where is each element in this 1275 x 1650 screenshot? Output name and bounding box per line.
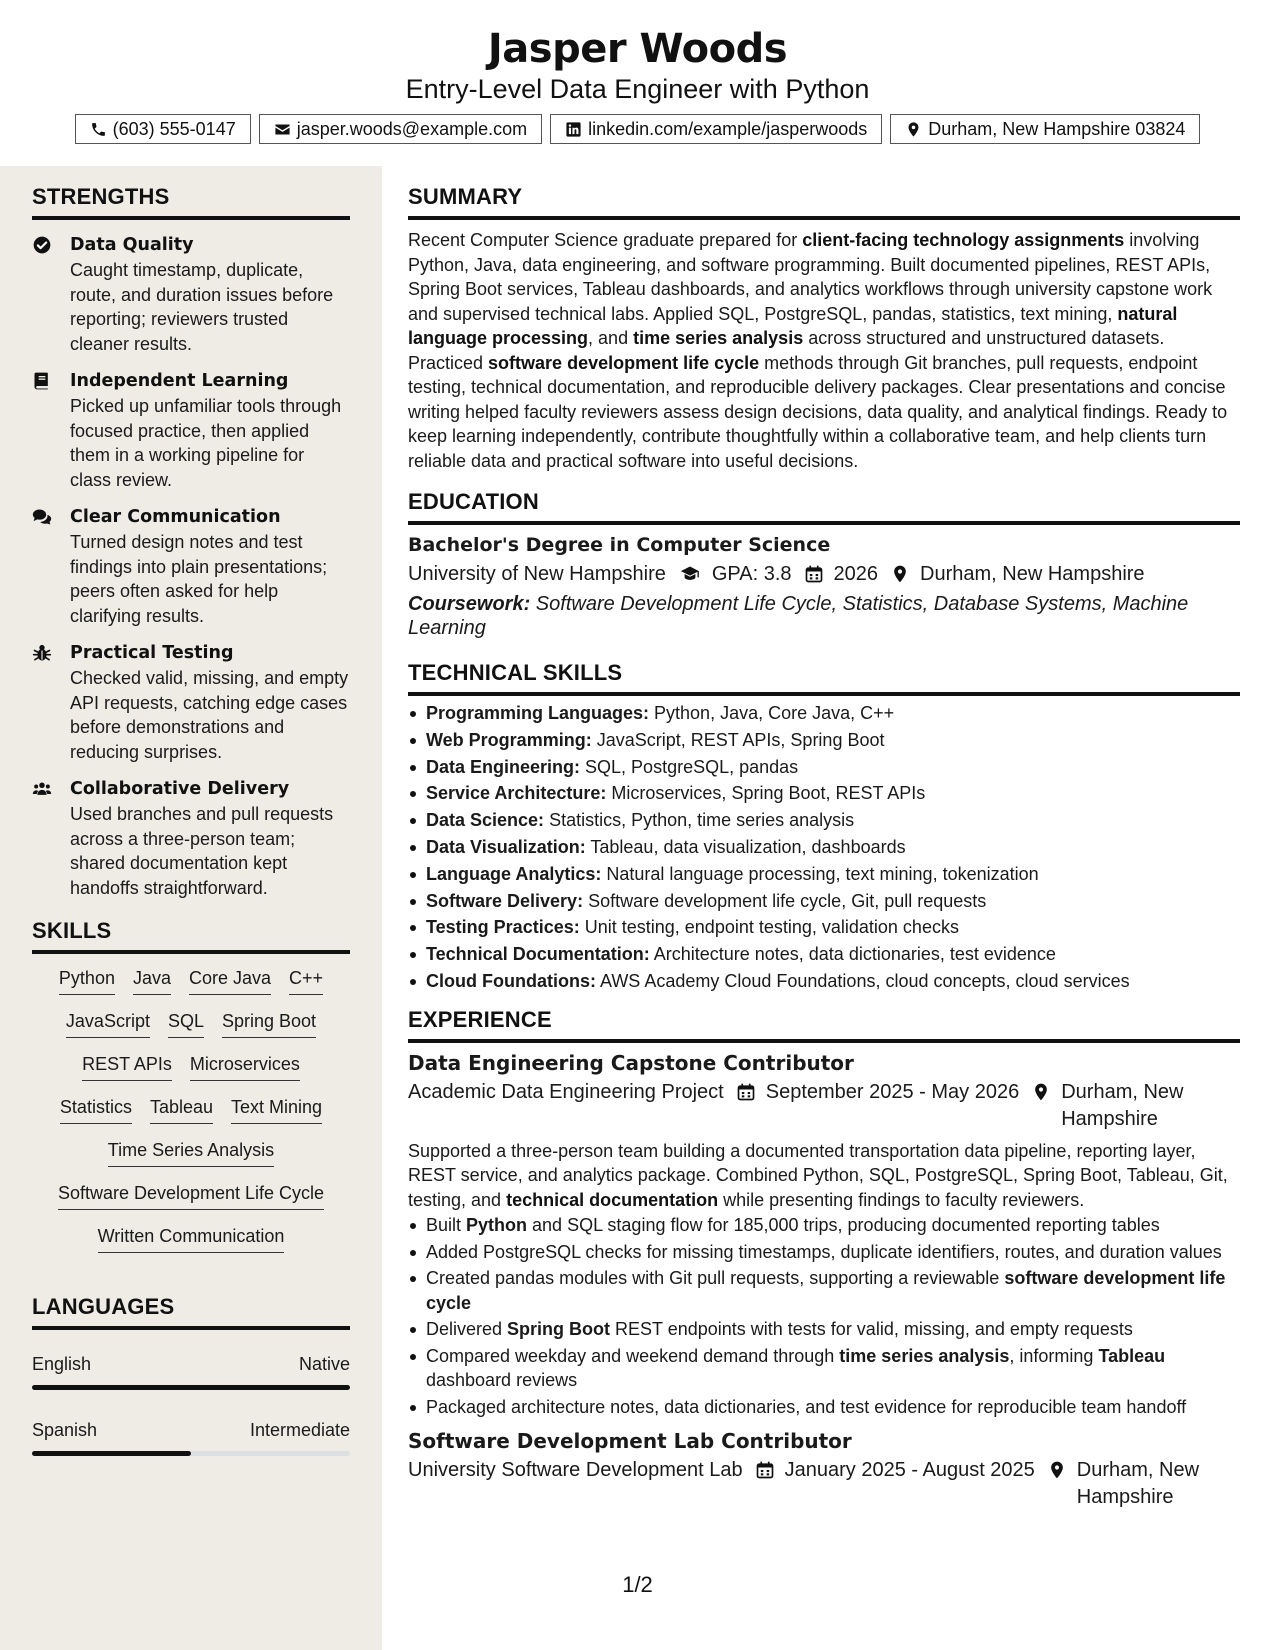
language-name: English (32, 1354, 92, 1374)
skill-chip: C++ (289, 966, 323, 995)
technical-skill-item (408, 780, 1240, 807)
strengths-list (32, 232, 350, 900)
main-column (408, 166, 1240, 1511)
bug-icon (32, 643, 52, 663)
technical-skill-item (408, 834, 1240, 861)
skill-chip: Core Java (189, 966, 271, 995)
technical-skill-item (408, 968, 1240, 995)
school-name: University of New Hampshire (408, 563, 666, 585)
job-bullet: Delivered Spring Boot REST endpoints with tests for valid, missing, and empty requests (408, 1317, 1240, 1342)
email-text: jasper.woods@example.com (296, 118, 528, 139)
technical-skill-label: Service Architecture: (426, 783, 607, 804)
job-entry (408, 1049, 1240, 1420)
skill-chip: Microservices (190, 1052, 300, 1081)
strength-item (32, 504, 350, 628)
strengths-section (32, 184, 350, 900)
job-org: University Software Development Lab (408, 1459, 743, 1482)
job-title: Data Engineering Capstone Contributor (408, 1050, 854, 1075)
technical-skills-section (408, 660, 1240, 995)
map-pin-icon (905, 121, 922, 138)
job-location: Durham, New Hampshire (1076, 1459, 1200, 1509)
technical-skill-value: SQL, PostgreSQL, pandas (580, 756, 799, 777)
technical-skill-label: Testing Practices: (426, 917, 580, 938)
degree-title: Bachelor's Degree in Computer Science (408, 534, 831, 556)
job-bullet: Created pandas modules with Git pull requests, supporting a reviewable software development life cycle (408, 1266, 1240, 1315)
job-bullet: Added PostgreSQL checks for missing timestamps, duplicate identifiers, routes, and duration values (408, 1240, 1240, 1265)
strength-desc: Used branches and pull requests across a three-person team; shared documentation kept handoffs straightforward. (70, 804, 334, 898)
strength-title: Practical Testing (70, 643, 234, 663)
skill-chip: Written Communication (98, 1224, 285, 1253)
strength-item (32, 368, 350, 492)
job-location: Durham, New Hampshire (1061, 1080, 1184, 1130)
language-proficiency-bar (32, 1385, 350, 1390)
skill-chip: Time Series Analysis (108, 1138, 274, 1167)
strength-title: Collaborative Delivery (70, 779, 290, 799)
languages-heading: LANGUAGES (32, 1294, 350, 1330)
skill-chip: Spring Boot (222, 1009, 316, 1038)
strength-item (32, 640, 350, 764)
experience-section (408, 1007, 1240, 1512)
book-icon (32, 371, 52, 391)
technical-skills-heading: TECHNICAL SKILLS (408, 660, 1240, 696)
job-summary: Supported a three-person team building a documented transportation data pipeline, reporting layer, REST service, and analytics package. Combined Python, SQL, PostgreSQL, Spring Boot, Tableau, Git, testing, and technical documentation while presenting findings to faculty reviewers. (408, 1140, 1228, 1210)
map-pin-icon (1047, 1460, 1067, 1480)
summary-text: Recent Computer Science graduate prepared for client-facing technology assignments involving Python, Java, data engineering, and software programming. Built documented pipelines, REST APIs, Spring Boot services, Tableau dashboards, and analytics workflows through university capstone work and supervised technical labs. Applied SQL, PostgreSQL, pandas, statistics, text mining, natural language processing, and time series analysis across structured and unstructured datasets. Practiced software development life cycle methods through Git branches, pull requests, endpoint testing, technical documentation, and reproducible delivery packages. Clear presentations and concise writing helped faculty reviewers assess design decisions, data quality, and analytical findings. Ready to keep learning independently, contribute thoughtfully within a collaborative team, and help clients turn reliable data and practical software into useful decisions. (408, 230, 1228, 471)
skills-row (32, 1181, 350, 1210)
skills-row (32, 1052, 350, 1081)
phone-icon (90, 121, 107, 138)
calendar-icon (755, 1460, 775, 1480)
technical-skill-value: Statistics, Python, time series analysis (544, 810, 855, 831)
technical-skill-value: Architecture notes, data dictionaries, test evidence (649, 944, 1056, 965)
language-name: Spanish (32, 1420, 98, 1440)
linkedin-icon (565, 121, 582, 138)
strength-desc: Checked valid, missing, and empty API requests, catching edge cases before demonstrations and reducing surprises. (70, 668, 349, 762)
coursework-label: Coursework: (408, 593, 531, 615)
technical-skill-label: Language Analytics: (426, 863, 602, 884)
technical-skill-value: Microservices, Spring Boot, REST APIs (606, 783, 926, 804)
technical-skill-value: Natural language processing, text mining, tokenization (601, 863, 1039, 884)
language-level: Native (298, 1354, 350, 1374)
graduation-cap-icon (678, 564, 702, 584)
languages-section (32, 1294, 350, 1456)
technical-skill-label: Data Visualization: (426, 836, 586, 857)
technical-skill-item (408, 754, 1240, 781)
technical-skill-label: Programming Languages: (426, 703, 650, 723)
language-proficiency-fill (32, 1385, 350, 1390)
coursework (408, 592, 1240, 640)
gpa: GPA: 3.8 (711, 563, 792, 585)
strength-desc: Picked up unfamiliar tools through focused practice, then applied them in a working pipeline for class review. (70, 396, 342, 490)
skill-chip: REST APIs (82, 1052, 172, 1081)
strength-desc: Caught timestamp, duplicate, route, and duration issues before reporting; reviewers trusted cleaner results. (70, 260, 334, 354)
calendar-icon (736, 1082, 756, 1102)
skills-row (32, 1009, 350, 1038)
skills-row (32, 1138, 350, 1167)
job-entry (408, 1427, 1240, 1511)
technical-skill-item (408, 888, 1240, 915)
skills-heading: SKILLS (32, 918, 350, 954)
skills-row (32, 966, 350, 995)
technical-skill-value: AWS Academy Cloud Foundations, cloud concepts, cloud services (595, 970, 1130, 991)
map-pin-icon (890, 564, 910, 584)
resume-header (0, 0, 1275, 166)
contact-location (890, 114, 1200, 144)
strength-title: Data Quality (70, 235, 194, 255)
technical-skill-item (408, 700, 1240, 727)
comments-icon (32, 507, 52, 527)
job-bullet: Packaged architecture notes, data dictionaries, and test evidence for reproducible team handoff (408, 1395, 1240, 1420)
technical-skill-label: Technical Documentation: (426, 944, 650, 965)
graduation-year: 2026 (833, 563, 879, 585)
job-bullet: Built Python and SQL staging flow for 185,000 trips, producing documented reporting tables (408, 1213, 1240, 1238)
technical-skill-label: Data Science: (426, 810, 545, 831)
skill-chip: Text Mining (231, 1095, 322, 1124)
strength-title: Independent Learning (70, 371, 289, 391)
skills-row (32, 1095, 350, 1124)
language-item (32, 1418, 350, 1456)
skills-section (32, 918, 350, 1253)
technical-skill-value: Python, Java, Core Java, C++ (649, 703, 895, 723)
check-circle-icon (32, 235, 52, 255)
phone-text: (603) 555-0147 (112, 118, 236, 139)
skill-chip: Python (59, 966, 115, 995)
job-dates: September 2025 - May 2026 (765, 1080, 1020, 1103)
technical-skill-item (408, 941, 1240, 968)
calendar-icon (804, 564, 824, 584)
language-proficiency-bar (32, 1451, 350, 1456)
education-heading: EDUCATION (408, 489, 1240, 525)
linkedin-text: linkedin.com/example/jasperwoods (588, 118, 868, 139)
job-dates: January 2025 - August 2025 (784, 1459, 1035, 1482)
school-location: Durham, New Hampshire (920, 563, 1145, 585)
technical-skill-value: JavaScript, REST APIs, Spring Boot (591, 729, 885, 750)
technical-skill-value: Software development life cycle, Git, pull requests (583, 890, 987, 911)
technical-skill-item (408, 861, 1240, 888)
skill-chip: SQL (168, 1009, 204, 1038)
skill-chip: JavaScript (66, 1009, 150, 1038)
job-bullets (408, 1213, 1240, 1419)
technical-skill-label: Web Programming: (426, 729, 592, 750)
skill-chip: Statistics (60, 1095, 132, 1124)
technical-skill-value: Tableau, data visualization, dashboards (585, 836, 906, 857)
contact-linkedin[interactable] (550, 114, 882, 144)
experience-heading: EXPERIENCE (408, 1007, 1240, 1043)
contact-bar (0, 114, 1275, 144)
strength-item (32, 776, 350, 900)
technical-skill-label: Cloud Foundations: (426, 970, 596, 991)
envelope-icon (274, 121, 291, 138)
contact-phone[interactable] (75, 114, 251, 144)
language-item (32, 1352, 350, 1390)
summary-heading: SUMMARY (408, 184, 1240, 220)
location-text: Durham, New Hampshire 03824 (928, 118, 1186, 139)
sidebar (0, 166, 382, 1650)
technical-skill-item (408, 914, 1240, 941)
candidate-name: Jasper Woods (487, 26, 788, 72)
education-meta (408, 561, 1240, 588)
job-org: Academic Data Engineering Project (408, 1080, 724, 1103)
language-proficiency-fill (32, 1451, 191, 1456)
language-level: Intermediate (249, 1420, 350, 1440)
strength-title: Clear Communication (70, 507, 281, 527)
technical-skill-item (408, 807, 1240, 834)
coursework-list: Software Development Life Cycle, Statistics, Database Systems, Machine Learning (408, 593, 1189, 639)
job-title: Software Development Lab Contributor (408, 1429, 852, 1454)
skill-chip: Java (133, 966, 171, 995)
map-pin-icon (1031, 1082, 1051, 1102)
summary-section (408, 184, 1240, 473)
technical-skill-item (408, 727, 1240, 754)
technical-skill-label: Data Engineering: (426, 756, 581, 777)
strength-item (32, 232, 350, 356)
users-icon (32, 779, 52, 799)
education-section (408, 489, 1240, 640)
candidate-title: Entry-Level Data Engineer with Python (405, 74, 870, 104)
job-bullet: Compared weekday and weekend demand through time series analysis, informing Tableau dashboard reviews (408, 1344, 1240, 1393)
technical-skill-label: Software Delivery: (426, 890, 584, 911)
technical-skills-list (408, 700, 1240, 995)
skill-chip: Software Development Life Cycle (58, 1181, 324, 1210)
strengths-heading: STRENGTHS (32, 184, 350, 220)
skills-row (32, 1224, 350, 1253)
job-meta (408, 1079, 1240, 1133)
skills-cloud (32, 966, 350, 1253)
job-meta (408, 1457, 1240, 1511)
page-number: 1/2 (622, 1572, 653, 1597)
contact-email[interactable] (259, 114, 542, 144)
technical-skill-value: Unit testing, endpoint testing, validation checks (579, 917, 959, 938)
skill-chip: Tableau (150, 1095, 213, 1124)
strength-desc: Turned design notes and test findings into plain presentations; peers often asked for help clarifying results. (70, 532, 328, 626)
